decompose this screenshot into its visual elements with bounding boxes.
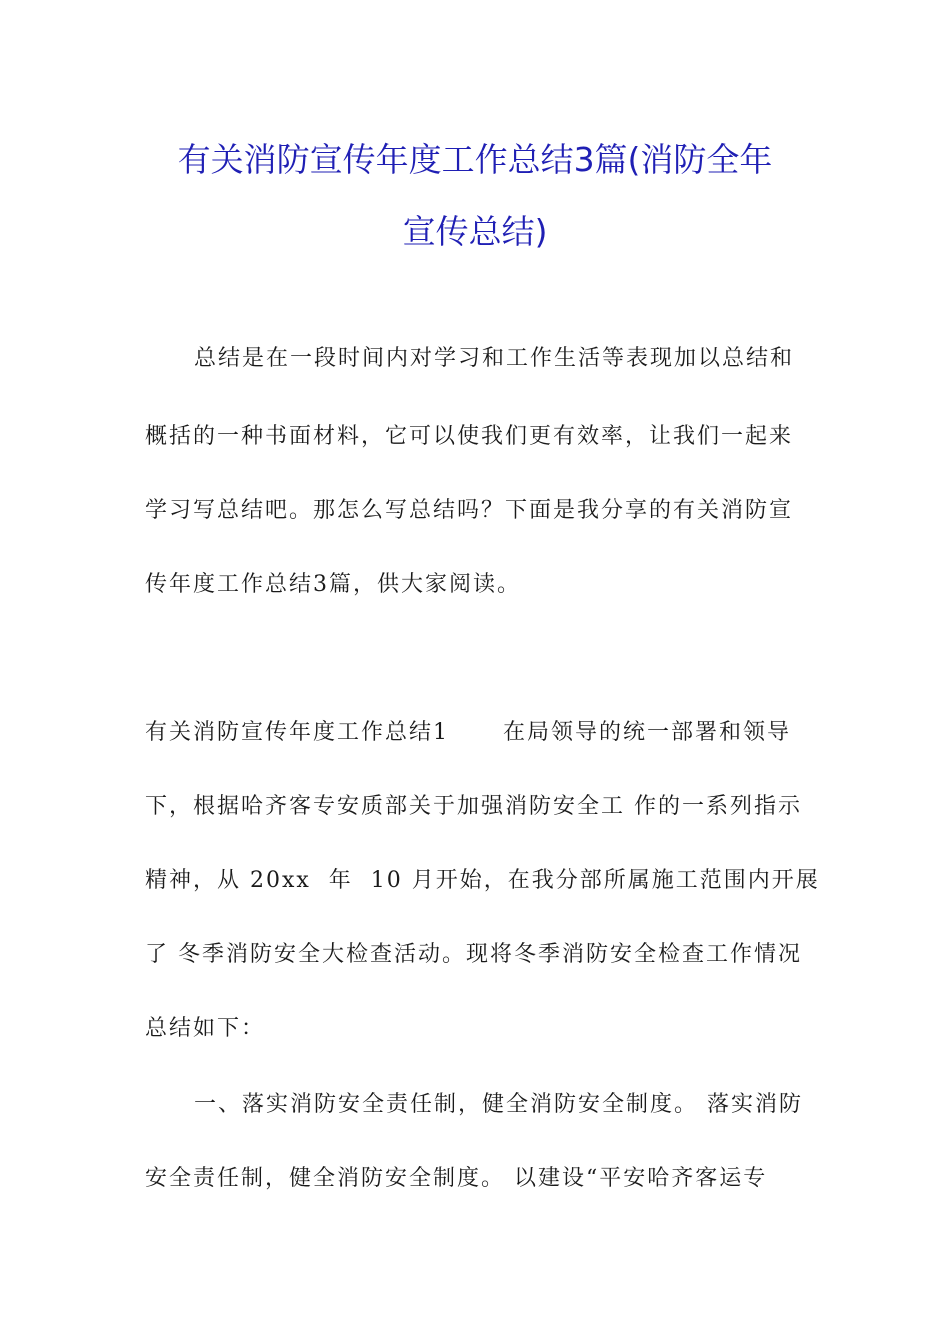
section1-line-5: 总结如下：: [145, 1016, 266, 1041]
document-title-line-2: 宣传总结): [402, 212, 548, 251]
item1-line-1: 一、落实消防安全责任制，健全消防安全制度。 落实消防: [194, 1092, 803, 1117]
intro-line-4: 传年度工作总结3篇，供大家阅读。: [145, 572, 521, 597]
document-title-line-1: 有关消防宣传年度工作总结3篇(消防全年: [177, 140, 773, 179]
section1-line-4: 了 冬季消防安全大检查活动。现将冬季消防安全检查工作情况: [145, 942, 802, 967]
section1-line-3: 精神，从 20xx 年 10 月开始，在我分部所属施工范围内开展: [145, 868, 820, 893]
section1-line-1: 有关消防宣传年度工作总结1 在局领导的统一部署和领导: [145, 720, 791, 745]
intro-line-3: 学习写总结吧。那怎么写总结吗？下面是我分享的有关消防宣: [145, 498, 794, 523]
intro-line-2: 概括的一种书面材料，它可以使我们更有效率，让我们一起来: [145, 424, 794, 449]
intro-line-1: 总结是在一段时间内对学习和工作生活等表现加以总结和: [194, 346, 795, 371]
section1-line-2: 下，根据哈齐客专安质部关于加强消防安全工 作的一系列指示: [145, 794, 802, 819]
item1-line-2: 安全责任制，健全消防安全制度。 以建设“平安哈齐客运专: [145, 1166, 768, 1191]
